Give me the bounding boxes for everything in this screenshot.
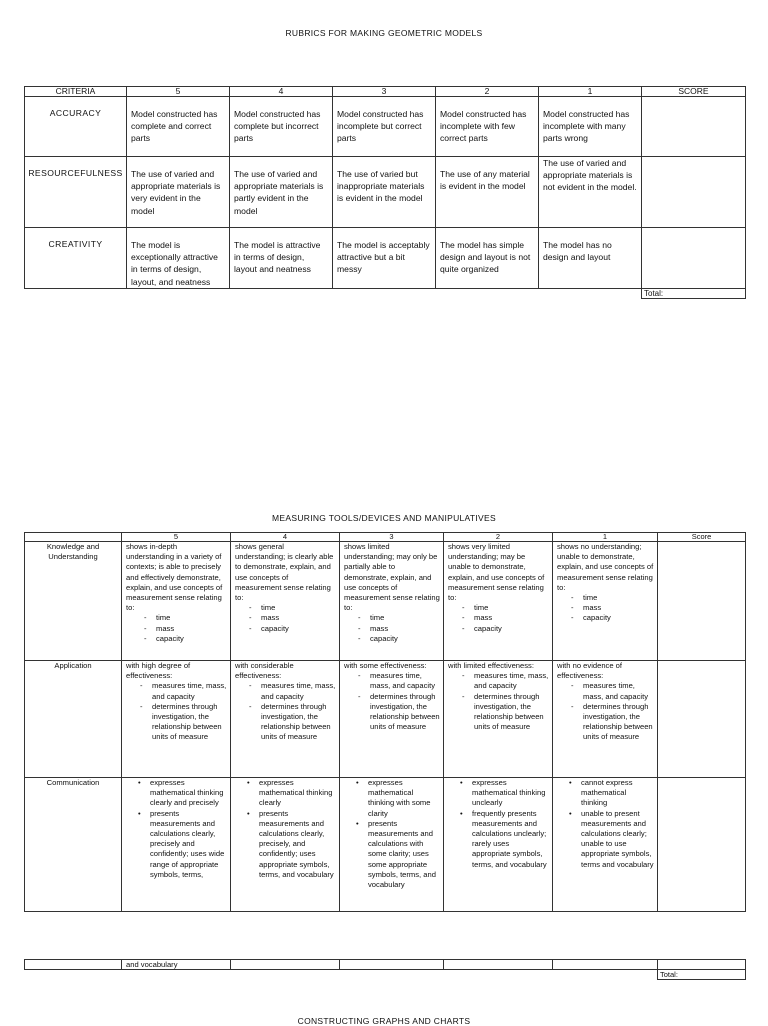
list-item: - mass <box>249 613 336 623</box>
rubric-cell <box>340 661 444 778</box>
list-item: - capacity <box>462 624 549 634</box>
header-3: 3 <box>340 533 444 542</box>
table-row <box>25 228 746 289</box>
criteria-communication: Communication <box>25 778 122 912</box>
cell-intro: with some effectiveness: <box>344 661 427 670</box>
rubric-cell: The use of any material is evident in the model <box>436 157 539 228</box>
criteria-application: Application <box>25 661 122 778</box>
list-item: • presents measurements and calculations clearly, precisely and confidently; uses wide range of appropriate symbols, terms, <box>138 809 227 880</box>
list-item: - determines through investigation, the relationship between units of measure <box>140 702 227 743</box>
rubric-cell <box>444 778 553 912</box>
rubric-cell <box>553 778 658 912</box>
list-item: - capacity <box>249 624 336 634</box>
rubric-cell: Model constructed has incomplete with many parts wrong <box>539 97 642 157</box>
list-item: - mass <box>571 603 654 613</box>
header-2: 2 <box>444 533 553 542</box>
score-cell <box>658 778 746 912</box>
score-cell <box>658 542 746 661</box>
header-score: SCORE <box>642 87 746 97</box>
header-2: 2 <box>436 87 539 97</box>
list-item: - time <box>571 593 654 603</box>
rubric-cell: The model is acceptably attractive but a bit messy <box>333 228 436 289</box>
header-score: Score <box>658 533 746 542</box>
rubric-cell <box>122 542 231 661</box>
list-item: - determines through investigation, the relationship between units of measure <box>358 692 440 733</box>
criteria-resourcefulness: RESOURCEFULNESS <box>25 157 127 228</box>
list-item: - measures time, mass, and capacity <box>140 681 227 701</box>
rubric-cell: Model constructed has complete and correct parts <box>127 97 230 157</box>
table-row <box>25 661 746 778</box>
list-item: • presents measurements and calculations clearly, precisely, and confidently; uses appropriate symbols, terms, and vocabulary <box>247 809 336 880</box>
rubric-title-measuring-tools: MEASURING TOOLS/DEVICES AND MANIPULATIVES <box>272 513 496 523</box>
list-item: - capacity <box>571 613 654 623</box>
rubric-cell <box>553 542 658 661</box>
list-item: - determines through investigation, the relationship between units of measure <box>571 702 654 743</box>
header-3: 3 <box>333 87 436 97</box>
list-item: • expresses mathematical thinking clearly and precisely <box>138 778 227 809</box>
list-item: - determines through investigation, the relationship between units of measure <box>249 702 336 743</box>
list-item: - determines through investigation, the relationship between units of measure <box>462 692 549 733</box>
continuation-cell <box>444 960 553 970</box>
total-label: Total: <box>658 970 746 980</box>
header-criteria: CRITERIA <box>25 87 127 97</box>
cell-intro: with considerable effectiveness: <box>235 661 294 681</box>
rubric-cell: The model is attractive in terms of design, layout and neatness <box>230 228 333 289</box>
list-item: - mass <box>462 613 549 623</box>
header-4: 4 <box>230 87 333 97</box>
rubric-cell <box>231 778 340 912</box>
header-row <box>25 87 746 97</box>
rubric-cell <box>122 661 231 778</box>
rubric-cell: The model is exceptionally attractive in terms of design, layout, and neatness <box>127 228 230 289</box>
rubric-title-graphs-charts: CONSTRUCTING GRAPHS AND CHARTS <box>297 1016 471 1026</box>
rubric-cell: The use of varied and appropriate materials is very evident in the model <box>127 157 230 228</box>
rubric-cell <box>231 661 340 778</box>
list-item: - measures time, mass, and capacity <box>462 671 549 691</box>
list-item: - capacity <box>144 634 227 644</box>
list-item: • expresses mathematical thinking unclearly <box>460 778 549 809</box>
list-item: - measures time, mass, and capacity <box>249 681 336 701</box>
header-4: 4 <box>231 533 340 542</box>
cell-intro: shows general understanding; is clearly able to demonstrate, explain, and use concepts of measurement sense relating to: <box>235 542 334 603</box>
header-blank <box>25 533 122 542</box>
continuation-cell <box>340 960 444 970</box>
rubric-cell <box>444 661 553 778</box>
rubric-cell: The model has simple design and layout is not quite organized <box>436 228 539 289</box>
rubric-cell: The use of varied but inappropriate materials is evident in the model <box>333 157 436 228</box>
list-item: • cannot express mathematical thinking <box>569 778 654 809</box>
list-item: • presents measurements and calculations with some clarity; uses some appropriate symbols, terms, and vocabulary <box>356 819 440 890</box>
rubric-cell <box>553 661 658 778</box>
cell-intro: with limited effectiveness: <box>448 661 534 670</box>
cell-intro: shows no understanding; unable to demonstrate, explain, and use concepts of measurement sense relating to: <box>557 542 654 592</box>
header-1: 1 <box>553 533 658 542</box>
continuation-cell <box>231 960 340 970</box>
rubric-cell: The use of varied and appropriate materials is not evident in the model. <box>539 157 642 228</box>
geometric-models-rubric-table <box>24 86 746 299</box>
cell-intro: with no evidence of effectiveness: <box>557 661 623 681</box>
list-item: - mass <box>144 624 227 634</box>
score-cell <box>642 228 746 289</box>
table-row <box>25 542 746 661</box>
table-row <box>25 157 746 228</box>
rubric-cell: Model constructed has incomplete with few correct parts <box>436 97 539 157</box>
cell-intro: shows very limited understanding; may be unable to demonstrate, explain, and use concepts of measurement sense relating to: <box>448 542 545 603</box>
header-row <box>25 533 746 542</box>
header-5: 5 <box>127 87 230 97</box>
header-5: 5 <box>122 533 231 542</box>
measuring-tools-rubric-table <box>24 532 746 912</box>
score-cell <box>642 157 746 228</box>
score-cell <box>658 661 746 778</box>
list-item: • expresses mathematical thinking with some clarity <box>356 778 440 819</box>
list-item: • expresses mathematical thinking clearly <box>247 778 336 809</box>
cell-intro: with high degree of effectiveness: <box>126 661 191 681</box>
total-row <box>25 970 746 980</box>
cell-intro: shows limited understanding; may only be partially able to demonstrate, explain, and use concepts of measurement sense relating to: <box>344 542 440 613</box>
continuation-cell: and vocabulary <box>122 960 231 970</box>
list-item: - time <box>144 613 227 623</box>
continuation-cell <box>553 960 658 970</box>
list-item: • unable to present measurements and calculations clearly; unable to use appropriate symbols, terms and vocabulary <box>569 809 654 870</box>
total-label: Total: <box>642 288 746 298</box>
rubric-cell: Model constructed has complete but incorrect parts <box>230 97 333 157</box>
table-row <box>25 97 746 157</box>
rubric-cell <box>122 778 231 912</box>
list-item: - time <box>462 603 549 613</box>
criteria-accuracy: ACCURACY <box>25 97 127 157</box>
rubric-cell <box>340 778 444 912</box>
continuation-cell <box>658 960 746 970</box>
list-item: - mass <box>358 624 440 634</box>
rubric-cell: Model constructed has incomplete but correct parts <box>333 97 436 157</box>
rubric-cell <box>444 542 553 661</box>
cell-intro: shows in-depth understanding in a variety of contexts; is able to precisely and effectively demonstrate, explain, and use concepts of measurement sense relating to: <box>126 542 223 613</box>
list-item: - measures time, mass, and capacity <box>358 671 440 691</box>
list-item: - time <box>358 613 440 623</box>
list-item: • frequently presents measurements and calculations unclearly; rarely uses appropriate symbols, terms, and vocabulary <box>460 809 549 870</box>
criteria-creativity: CREATIVITY <box>25 228 127 289</box>
measuring-tools-continuation-table <box>24 959 746 980</box>
rubric-cell: The use of varied and appropriate materials is partly evident in the model <box>230 157 333 228</box>
header-1: 1 <box>539 87 642 97</box>
score-cell <box>642 97 746 157</box>
table-row <box>25 960 746 970</box>
rubric-cell <box>340 542 444 661</box>
continuation-cell <box>25 960 122 970</box>
rubric-cell: The model has no design and layout <box>539 228 642 289</box>
rubric-cell <box>231 542 340 661</box>
criteria-knowledge: Knowledge and Understanding <box>25 542 122 661</box>
total-row <box>25 288 746 298</box>
list-item: - measures time, mass, and capacity <box>571 681 654 701</box>
list-item: - time <box>249 603 336 613</box>
rubric-title-geometric-models: RUBRICS FOR MAKING GEOMETRIC MODELS <box>285 28 483 38</box>
table-row <box>25 778 746 912</box>
list-item: - capacity <box>358 634 440 644</box>
